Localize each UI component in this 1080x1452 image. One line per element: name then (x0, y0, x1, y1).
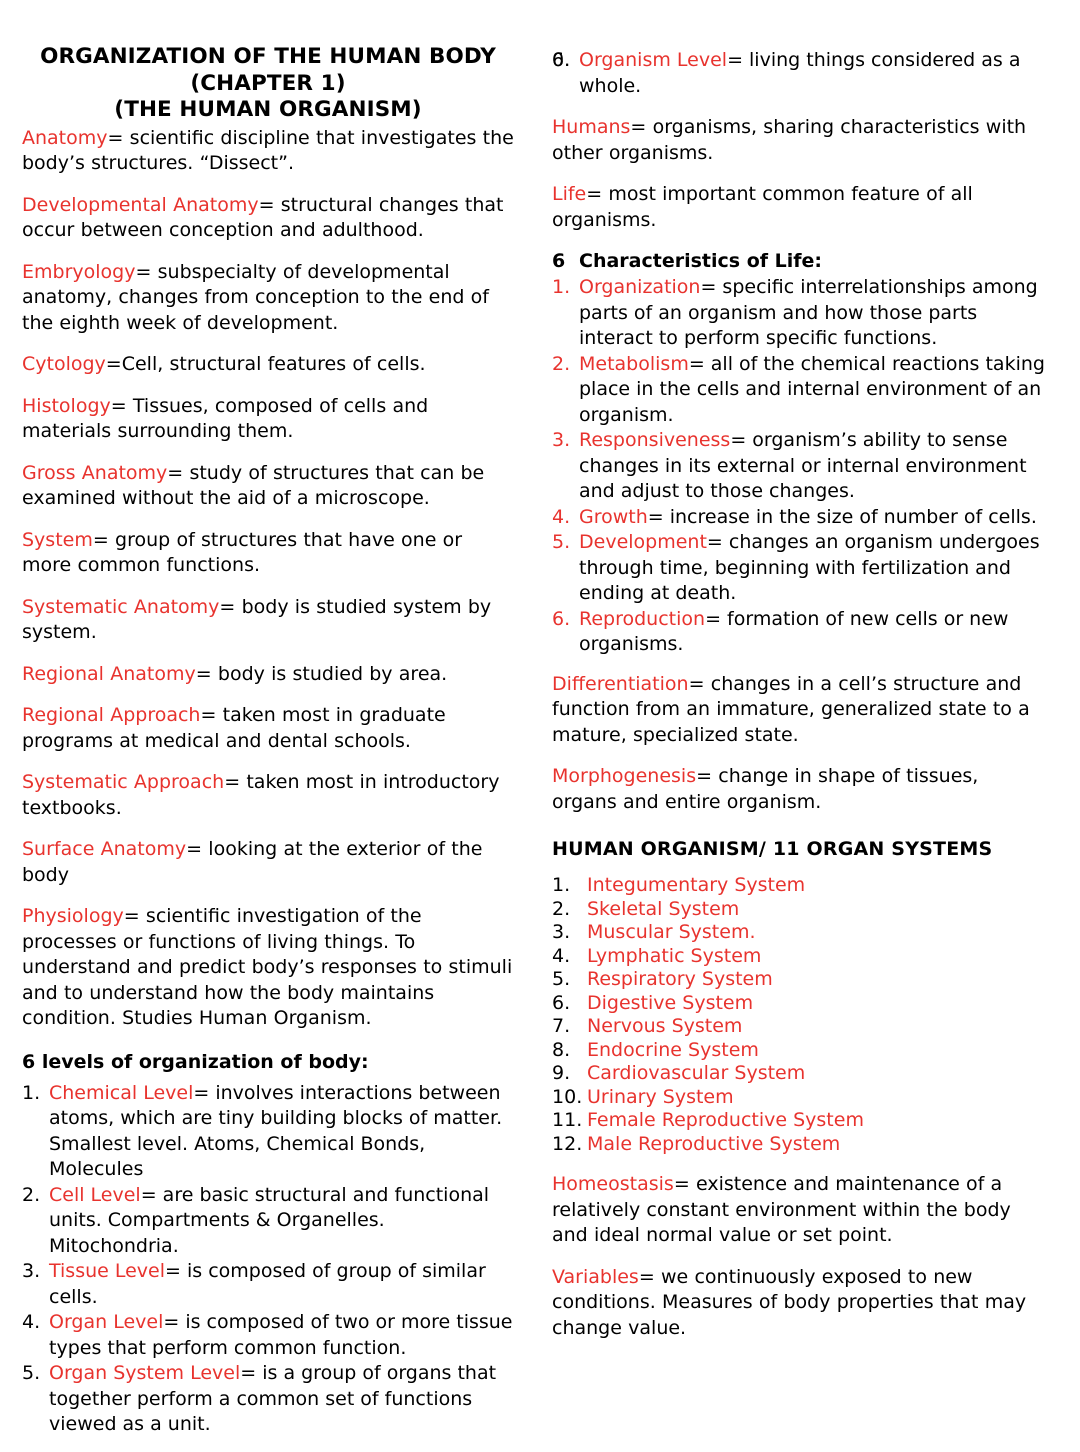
characteristics-of-life-list (552, 275, 1048, 658)
list-item (22, 1081, 514, 1183)
definition-term: Organ Level (49, 1311, 164, 1333)
definition-entry (552, 1172, 1048, 1249)
definition-text: = structural changes that occur between conception and adulthood. (22, 193, 504, 241)
definition-text: = scientific investigation of the processes or functions of living things. To understand and predict body’s responses to stimuli and to understand how the body maintains condition. Studies Human Organism. (22, 905, 513, 1029)
title-line-1: ORGANIZATION OF THE HUMAN BODY (40, 44, 496, 69)
list-item: Muscular System. (587, 921, 756, 943)
definition-text: = is composed of two or more tissue types that perform common function. (49, 1311, 513, 1359)
definition-text: =Cell, structural features of cells. (105, 353, 426, 375)
list-item (552, 275, 1048, 352)
definition-text: = living things considered as a whole. (579, 49, 1021, 97)
definition-term: Systematic Anatomy (22, 595, 220, 618)
definition-text: = change in shape of tissues, organs and entire organism. (552, 765, 979, 813)
definition-entry (22, 837, 514, 888)
heading-number: 6 (552, 250, 566, 272)
definition-entry (22, 352, 514, 378)
definition-entry (552, 1265, 1048, 1342)
definition-entry (552, 672, 1048, 749)
organ-systems-list (552, 874, 1048, 1156)
list-item: Skeletal System (587, 897, 740, 920)
definition-text: = all of the chemical reactions taking place in the cells and internal environment of an organism. (579, 352, 1045, 426)
definition-entry (552, 182, 1048, 233)
definition-term: Organization (579, 276, 701, 298)
definition-term: Gross Anatomy (22, 461, 168, 484)
list-item: Male Reproductive System (587, 1132, 841, 1155)
list-item (552, 530, 1048, 607)
definition-entry (22, 394, 514, 445)
definition-text: = changes in a cell’s structure and function from an immature, generalized state to a mature, specialized state. (552, 672, 1030, 746)
definition-text: = specific interrelationships among parts of an organism and how those parts interact to perform specific functions. (579, 276, 1038, 349)
list-item (552, 607, 1048, 658)
definition-entry (22, 193, 514, 244)
definition-term: Development (579, 531, 707, 553)
list-item: Integumentary System (587, 874, 806, 896)
definition-text: = study of structures that can be examined without the aid of a microscope. (22, 461, 485, 509)
definition-text: = scientific discipline that investigates the body’s structures. “Dissect”. (22, 126, 514, 174)
definition-text: = we continuously exposed to new conditions. Measures of body properties that may change value. (552, 1265, 1027, 1339)
definition-text: = group of structures that have one or more common functions. (22, 528, 463, 576)
definition-entry (552, 115, 1048, 166)
definition-entry (22, 703, 514, 754)
definition-entry (22, 461, 514, 512)
definition-text: = are basic structural and functional units. Compartments & Organelles. Mitochondria. (49, 1183, 490, 1257)
list-item: Cardiovascular System (587, 1062, 806, 1084)
definition-entry (22, 126, 514, 177)
list-marker: 6. (552, 49, 571, 71)
levels-of-organization-list (22, 1081, 514, 1438)
definition-term: Organism Level (579, 49, 728, 71)
definition-entry (22, 528, 514, 579)
levels-of-organization-heading: 6 levels of organization of body: (22, 1050, 369, 1073)
definition-term: Organ System Level (49, 1362, 241, 1384)
definition-text: = most important common feature of all organisms. (552, 183, 973, 231)
list-item (552, 505, 1048, 531)
definition-entry (22, 662, 514, 688)
definition-term: Surface Anatomy (22, 838, 187, 860)
definition-entry (22, 260, 514, 337)
two-column-layout (22, 44, 1058, 1452)
definition-term: Homeostasis (552, 1173, 674, 1195)
definition-term: Differentiation (552, 672, 689, 695)
definition-text: = existence and maintenance of a relatively constant environment within the body and ideal normal value or set point. (552, 1173, 1011, 1246)
right-column (552, 44, 1048, 1357)
definition-text: = taken most in graduate programs at medical and dental schools. (22, 704, 446, 752)
definition-term: Variables (552, 1265, 639, 1288)
definition-term: Anatomy (22, 126, 108, 149)
definition-term: Systematic Approach (22, 771, 225, 793)
list-item: Respiratory System (587, 968, 773, 990)
list-item (552, 428, 1048, 505)
heading-text: Characteristics of Life: (579, 250, 822, 272)
definition-term: Chemical Level (49, 1081, 194, 1104)
definition-entry (22, 595, 514, 646)
list-item: Urinary System (587, 1085, 734, 1108)
definition-text: = taken most in introductory textbooks. (22, 771, 500, 819)
list-item (552, 48, 1048, 99)
characteristics-of-life-heading (552, 249, 1048, 274)
list-item: Female Reproductive System (587, 1109, 864, 1131)
levels-of-organization-continued (552, 48, 1048, 99)
definition-term: Embryology (22, 260, 136, 283)
definition-text: = is composed of group of similar cells. (49, 1260, 486, 1308)
list-item (22, 1361, 514, 1438)
organ-systems-heading: HUMAN ORGANISM/ 11 ORGAN SYSTEMS (552, 838, 993, 860)
definition-term: Morphogenesis (552, 765, 697, 787)
list-item (22, 1183, 514, 1260)
definition-text: = formation of new cells or new organisms. (579, 607, 1009, 655)
definition-entry (22, 770, 514, 821)
definition-term: Reproduction (579, 607, 706, 630)
list-item: Lymphatic System (587, 944, 762, 967)
definition-term: Developmental Anatomy (22, 193, 259, 216)
definition-term: Regional Anatomy (22, 662, 196, 685)
definition-text: = changes an organism undergoes through time, beginning with fertilization and ending at death. (579, 531, 1040, 604)
definition-text: = body is studied system by system. (22, 595, 492, 643)
definition-term: Physiology (22, 905, 124, 927)
definition-term: Cell Level (49, 1183, 141, 1206)
definition-text: = body is studied by area. (195, 662, 448, 685)
definition-entry (552, 764, 1048, 815)
definition-text: = increase in the size of number of cells. (647, 505, 1037, 528)
definition-term: Tissue Level (49, 1260, 166, 1282)
definition-term: Growth (579, 505, 648, 528)
title-line-2: (CHAPTER 1) (190, 70, 346, 96)
definition-term: System (22, 528, 93, 551)
left-column (22, 44, 514, 1452)
list-item (552, 352, 1048, 429)
definition-term: Metabolism (579, 352, 689, 375)
list-item: Digestive System (587, 991, 754, 1014)
title-line-3: (THE HUMAN ORGANISM) (114, 97, 422, 122)
definition-term: Cytology (22, 353, 106, 375)
definition-text: = subspecialty of developmental anatomy, changes from conception to the end of the eighth week of development. (22, 260, 489, 334)
definition-term: Humans (552, 116, 631, 138)
definition-text: = Tissues, composed of cells and materials surrounding them. (22, 394, 429, 442)
definition-text: = involves interactions between atoms, which are tiny building blocks of matter. Smallest level. Atoms, Chemical Bonds, Molecules (49, 1081, 503, 1180)
definition-text: = is a group of organs that together perform a common set of functions viewed as a unit. (49, 1362, 497, 1435)
definition-text: = organisms, sharing characteristics with other organisms. (552, 116, 1027, 164)
list-item (22, 1259, 514, 1310)
left-definitions-list (22, 126, 514, 1032)
definition-text: = organism’s ability to sense changes in its external or internal environment and adjust to those changes. (579, 429, 1027, 502)
definition-text: = looking at the exterior of the body (22, 838, 483, 886)
list-item: Nervous System (587, 1015, 743, 1037)
list-item: Endocrine System (587, 1038, 759, 1061)
definition-term: Life (552, 183, 587, 205)
list-item (22, 1310, 514, 1361)
page-title (22, 44, 514, 124)
definition-term: Histology (22, 394, 111, 417)
definition-term: Responsiveness (579, 429, 731, 451)
definition-term: Regional Approach (22, 704, 201, 726)
definition-entry (22, 904, 514, 1032)
